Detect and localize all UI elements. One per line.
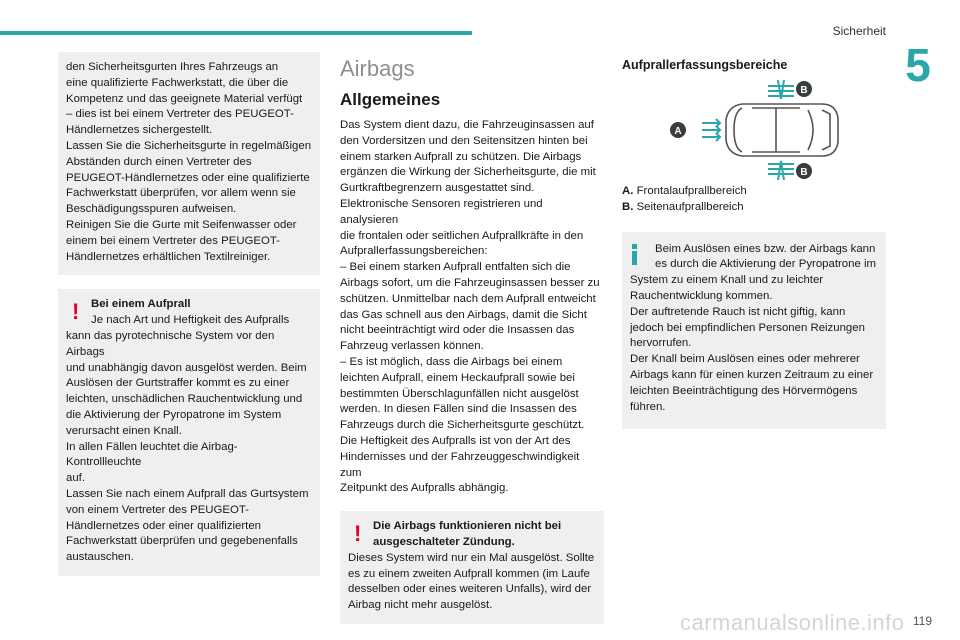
text-line: es durch die Aktivierung der Pyropatrone im [655, 258, 876, 271]
text-line: den Vordersitzen und den Seitensitzen hinten bei [340, 134, 588, 147]
text-line: Lassen Sie die Sicherheitsgurte in regelmäßigen [66, 139, 312, 152]
impact-warning-box [58, 289, 320, 576]
text-line: Zeitpunkt des Aufpralls abhängig. [340, 482, 509, 495]
text-line: – dies ist bei einem Vertreter des PEUGEOT- [66, 108, 294, 121]
text-line: Händlernetzes sichergestellt. [66, 124, 213, 137]
text-line: auf. [66, 472, 85, 485]
badge-b-top [796, 81, 812, 97]
text-line: jedoch bei empfindlichen Personen Reizungen [630, 321, 865, 334]
text-line: von einem Vertreter des PEUGEOT- [66, 503, 249, 516]
section-title: Sicherheit [832, 24, 886, 38]
legend-item-a [622, 184, 886, 200]
text-line: Dieses System wird nur ein Mal ausgelöst. Sollte [348, 551, 595, 564]
chapter-number: 5 [905, 39, 931, 91]
column-left [58, 52, 320, 576]
airbag-description [340, 118, 604, 497]
text-line: Beim Auslösen eines bzw. der Airbags kann [655, 242, 876, 255]
text-line: einem bei einem Vertreter des PEUGEOT- [66, 234, 280, 247]
legend-text: Seitenaufprallbereich [636, 200, 744, 213]
front-impact-arrows [702, 119, 720, 141]
text-line: Rauchentwicklung kommen. [630, 289, 773, 302]
text-line: desselben oder eines weiteren Unfalls), wird der [348, 583, 592, 596]
info-icon [632, 244, 638, 266]
text-line: Je nach Art und Heftigkeit des Aufpralls [91, 314, 290, 327]
section-heading: Airbags [340, 56, 415, 81]
text-line: den Sicherheitsgurten Ihres Fahrzeugs an [66, 61, 279, 73]
legend-text: Frontalaufprallbereich [636, 185, 747, 197]
text-line: werden. In diesen Fällen sind die Insassen des [340, 403, 577, 416]
text-line: – Es ist möglich, dass die Airbags bei einem [340, 355, 563, 368]
badge-b-bottom [796, 163, 812, 179]
legend-key: A. [622, 185, 634, 197]
text-line: einem starken Aufprall zu schützen. Die Airbags [340, 150, 582, 163]
side-impact-arrows-bottom [768, 161, 794, 180]
warning-title: Die Airbags funktionieren nicht bei [373, 520, 562, 533]
text-line: Der Knall beim Auslösen eines oder mehrerer [630, 353, 860, 366]
text-line: die Aktivierung der Pyropatrone im System [66, 408, 282, 421]
column-right [622, 52, 886, 429]
text-line: leichten Aufprall, einem Heckaufprall sowie bei [340, 371, 575, 384]
seatbelt-care-text [66, 60, 312, 265]
warning-icon: ! [354, 521, 362, 547]
text-line: Händlernetzes erhältlichen Textilreiniger. [66, 250, 271, 263]
text-line: Die Heftigkeit des Aufpralls ist von der Art des [340, 434, 571, 447]
badge-b-label: B [800, 167, 808, 178]
text-line: Lassen Sie nach einem Aufprall das Gurtsystem [66, 487, 309, 500]
text-line: eine qualifizierte Fachwerkstatt, die über die [66, 76, 289, 89]
subsection-heading: Allgemeines [340, 90, 441, 109]
text-line: Das System dient dazu, die Fahrzeuginsassen auf [340, 119, 594, 131]
text-line: verursacht einen Knall. [66, 424, 182, 437]
text-line: die frontalen oder seitlichen Aufprallkräfte in den [340, 229, 584, 242]
text-line: Aufprallerfassungsbereichen: [340, 245, 488, 258]
warning-title: ausgeschalteter Zündung. [373, 535, 515, 548]
watermark: carmanualsonline.info [680, 610, 905, 635]
badge-b-label: B [800, 85, 808, 96]
zones-legend [622, 184, 886, 216]
text-line: austauschen. [66, 551, 134, 564]
text-line: leichten Beeinträchtigung des Hörvermögens [630, 384, 858, 397]
text-line: Hindernisses und der Fahrzeuggeschwindigkeit zum [340, 450, 580, 479]
text-line: Airbags sofort, um die Fahrzeuginsassen besser zu [340, 276, 600, 289]
badge-a-label: A [674, 126, 682, 137]
seatbelt-care-box [58, 52, 320, 275]
text-line: Abständen durch einen Vertreter des [66, 155, 252, 168]
legend-key: B. [622, 200, 634, 213]
page-number: 119 [912, 614, 932, 628]
text-line: System zu einem Knall und zu leichter [630, 274, 824, 287]
warning-icon: ! [72, 299, 80, 325]
text-line: Airbag nicht mehr ausgelöst. [348, 599, 493, 612]
text-line: Fahrzeug verlassen können. [340, 340, 484, 353]
text-line: hervorrufen. [630, 337, 692, 350]
text-line: bestimmten Überschlagunfällen nicht ausgelöst [340, 387, 579, 400]
text-line: Reinigen Sie die Gurte mit Seifenwasser oder [66, 218, 297, 231]
side-impact-arrows-top [768, 80, 794, 99]
text-line: PEUGEOT-Händlernetzes oder eine qualifizierte [66, 171, 310, 184]
text-line: – Bei einem starken Aufprall entfalten sich die [340, 261, 571, 274]
header-accent-bar [0, 31, 472, 35]
text-line: Gurtkraftbegrenzern ausgestattet sind. [340, 182, 535, 195]
text-line: schützen. Unmittelbar nach dem Aufprall entweicht [340, 292, 596, 305]
text-line: führen. [630, 400, 666, 413]
legend-item-b [622, 200, 886, 216]
ignition-warning-box [340, 511, 604, 624]
column-middle [340, 52, 604, 624]
text-line: Kompetenz und das geeignete Material verfügt [66, 92, 303, 105]
info-box [622, 232, 886, 430]
text-line: In allen Fällen leuchtet die Airbag-Kontrollleuchte [66, 440, 238, 469]
warning-title: Bei einem Aufprall [91, 298, 191, 311]
zones-heading: Aufprallerfassungsbereiche [622, 58, 788, 72]
text-line: Elektronische Sensoren registrieren und analysieren [340, 197, 543, 226]
text-line: kann das pyrotechnische System vor den Airbags [66, 329, 275, 358]
badge-a [670, 122, 686, 138]
text-line: das Gas schnell aus den Airbags, damit die Sicht [340, 308, 587, 321]
text-line: Auslösen der Gurtstraffer kommt es zu einer [66, 377, 290, 390]
text-line: Beschädigungsspuren aufweisen. [66, 203, 237, 216]
text-line: Fachwerkstatt überprüfen, vor allem wenn sie [66, 187, 296, 200]
text-line: ergänzen die Wirkung der Sicherheitsgurte, die mit [340, 166, 596, 179]
text-line: leichten, unschädlichen Rauchentwicklung und [66, 393, 303, 406]
car-top-view-diagram [622, 78, 886, 182]
car-outline-icon [726, 104, 838, 156]
text-line: Händlernetzes oder einer qualifizierten [66, 519, 262, 532]
text-line: nicht beeinträchtigt wird oder die Insassen das [340, 324, 575, 337]
text-line: Der auftretende Rauch ist nicht giftig, kann [630, 305, 846, 318]
text-line: Airbags kann für einen kurzen Zeitraum zu einer [630, 368, 874, 381]
text-line: es zu einem zweiten Aufprall kommen (im Laufe [348, 567, 590, 580]
impact-zones-diagram [622, 78, 886, 182]
text-line: Fahrzeugs durch die Sicherheitsgurte geschützt. [340, 419, 585, 432]
text-line: und unabhängig davon ausgelöst werden. Beim [66, 361, 307, 374]
text-line: Fachwerkstatt überprüfen und gegebenenfalls [66, 535, 298, 548]
